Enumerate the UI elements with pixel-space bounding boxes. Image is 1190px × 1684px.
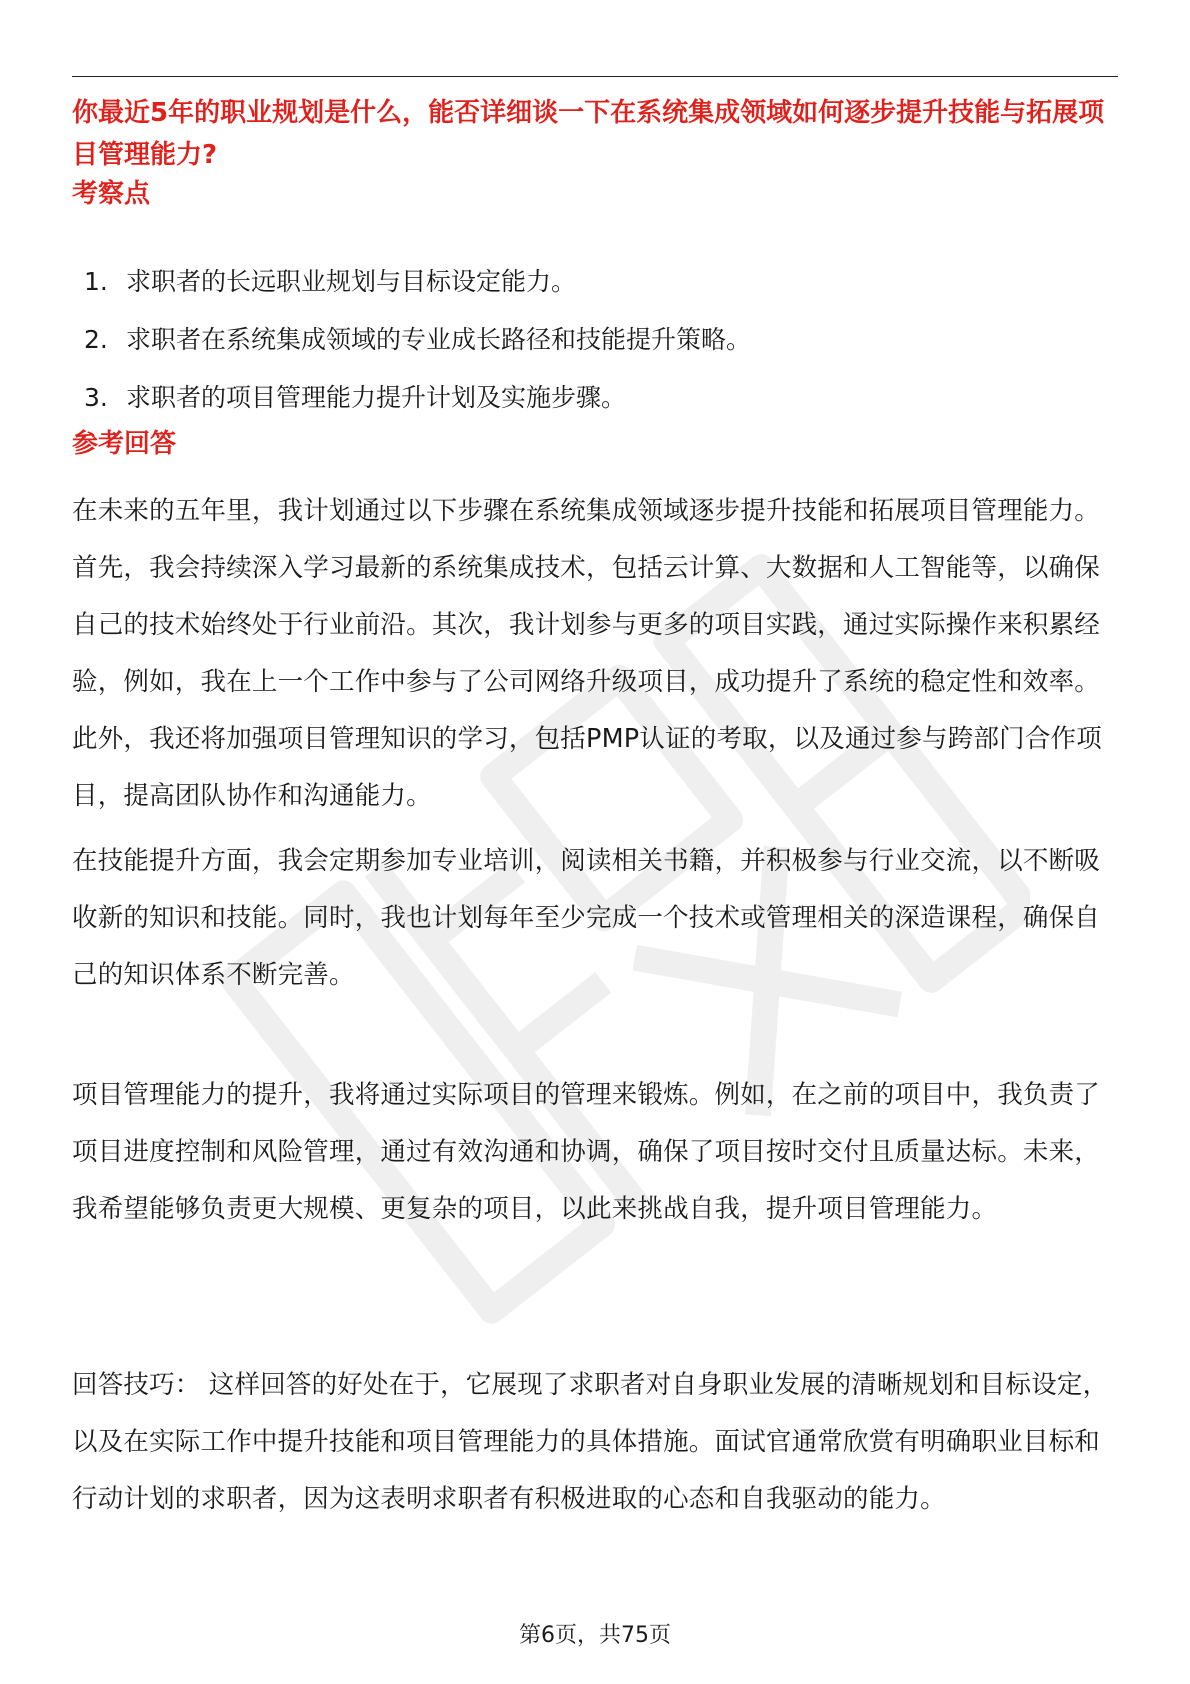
list-item-text: 求职者的项目管理能力提升计划及实施步骤。 (126, 383, 627, 412)
list-item-number: 1. (84, 267, 108, 296)
list-item-number: 2. (84, 325, 108, 354)
answer-paragraph: 在未来的五年里，我计划通过以下步骤在系统集成领域逐步提升技能和拓展项目管理能力。首先，我会持续深入学习最新的系统集成技术，包括云计算、大数据和人工智能等，以确保自己的技术始终处于行业前沿。其次，我计划参与更多的项目实践，通过实际操作来积累经验，例如，我在上一个工作中参与了公司网络升级项目，成功提升了系统的稳定性和效率。此外，我还将加强项目管理知识的学习，包括PMP认证的考取，以及通过参与跨部门合作项目，提高团队协作和沟通能力。 (72, 496, 1102, 811)
answer-heading: 参考回答 (72, 429, 177, 459)
list-item-text: 求职者在系统集成领域的专业成长路径和技能提升策略。 (126, 325, 752, 354)
focus-list (84, 264, 1114, 438)
answer-paragraph: 项目管理能力的提升，我将通过实际项目的管理来锻炼。例如，在之前的项目中，我负责了项目进度控制和风险管理，通过有效沟通和协调，确保了项目按时交付且质量达标。未来，我希望能够负责更大规模、更复杂的项目，以此来挑战自我，提升项目管理能力。 (72, 1080, 1101, 1224)
list-item (84, 322, 1114, 358)
tips-paragraph: 回答技巧： 这样回答的好处在于，它展现了求职者对自身职业发展的清晰规划和目标设定，以及在实际工作中提升技能和项目管理能力的具体措施。面试官通常欣赏有明确职业目标和行动计划的求职者，因为这表明求职者有积极进取的心态和自我驱动的能力。 (72, 1370, 1109, 1514)
list-item (84, 264, 1114, 300)
top-rule (72, 76, 1118, 77)
list-item-number: 3. (84, 383, 108, 412)
page-number: 第6页，共75页 (519, 1623, 671, 1648)
answer-paragraph: 在技能提升方面，我会定期参加专业培训，阅读相关书籍，并积极参与行业交流，以不断吸收新的知识和技能。同时，我也计划每年至少完成一个技术或管理相关的深造课程，确保自己的知识体系不断完善。 (72, 846, 1101, 990)
list-item (84, 380, 1114, 416)
question-title: 你最近5年的职业规划是什么，能否详细谈一下在系统集成领域如何逐步提升技能与拓展项目管理能力? (72, 98, 1105, 170)
list-item-text: 求职者的长远职业规划与目标设定能力。 (126, 267, 577, 296)
focus-heading: 考察点 (72, 179, 151, 209)
